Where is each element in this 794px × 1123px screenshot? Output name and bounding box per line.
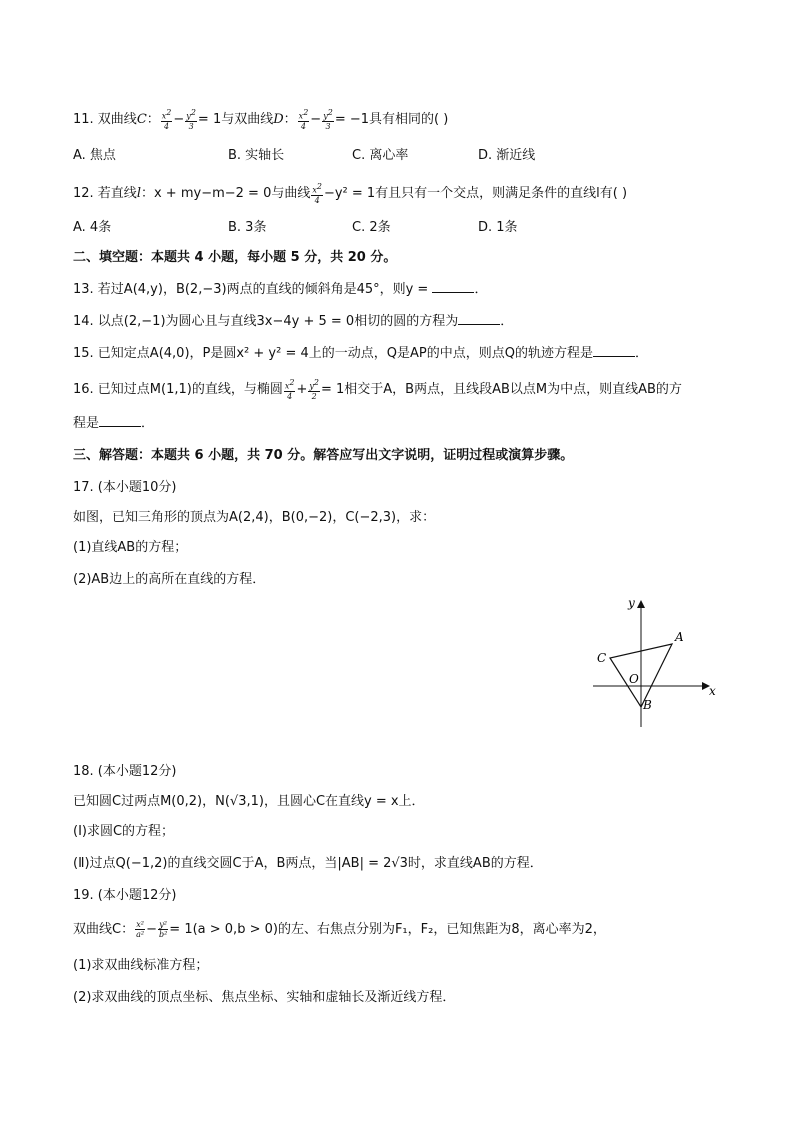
q11-d: D bbox=[273, 111, 284, 127]
question-12 bbox=[73, 182, 627, 205]
q17-heading: 17. (本小题10分) bbox=[73, 480, 177, 495]
q11-eq1: = 1与双曲线 bbox=[197, 111, 274, 127]
q13-answer-blank bbox=[432, 280, 474, 293]
q11-eq2: = −1具有相同的( ) bbox=[334, 111, 449, 127]
question-16 bbox=[73, 378, 682, 401]
question-14: 14. 以点(2,−1)为圆心且与直线3x−4y + 5 = 0相切的圆的方程为 ． bbox=[73, 314, 514, 329]
q11-c: C bbox=[136, 111, 147, 127]
q16-prefix: 16. 已知过点M(1,1)的直线，与椭圆 bbox=[73, 381, 283, 397]
q19-prefix: 双曲线C： bbox=[73, 922, 135, 937]
q11-option-c: C. 离心率 bbox=[352, 148, 409, 163]
x-axis-label: x bbox=[709, 684, 716, 698]
q18-part-1: (Ⅰ)求圆C的方程； bbox=[73, 824, 175, 839]
q11-frac-y-2: $\frac{y^2}{3}$ bbox=[323, 108, 333, 131]
vertex-a-label: A bbox=[675, 630, 684, 644]
q11-frac-x: $\frac{x^2}{4}$ bbox=[161, 108, 172, 131]
q15-text: 15. 已知定点A(4,0)，P是圆x² + y² = 4上的一动点，Q是AP的中点，则点Q的轨迹方程是 bbox=[73, 346, 593, 361]
q11-frac-y: $\frac{y^2}{3}$ bbox=[186, 108, 196, 131]
q12-option-b: B. 3条 bbox=[228, 220, 267, 235]
q12-option-d: D. 1条 bbox=[478, 220, 518, 235]
q16-plus: + bbox=[296, 381, 308, 397]
triangle-figure bbox=[588, 592, 728, 732]
q12-option-c: C. 2条 bbox=[352, 220, 391, 235]
q15-answer-blank bbox=[593, 344, 635, 357]
q11-frac-x-2: $\frac{x^2}{4}$ bbox=[298, 108, 309, 131]
q16-line2: 程是 bbox=[73, 416, 100, 431]
q19-stem: 双曲线C： $\frac{\text{x²}}{\text{a²}}$ − $\frac{\text{y²}}{\text{b²}}$ = 1(a > 0,b > 0)的左、右焦点分别为F₁，F₂，已知焦距为8，离心率为2， bbox=[73, 920, 606, 939]
q19-frac-y: $\frac{\text{y²}}{\text{b²}}$ bbox=[158, 920, 168, 939]
q11-option-d: D. 渐近线 bbox=[478, 148, 536, 163]
vertex-c-label: C bbox=[597, 651, 607, 665]
q19-tail: = 1(a > 0,b > 0)的左、右焦点分别为F₁，F₂，已知焦距为8，离心率为2， bbox=[169, 922, 606, 937]
q11-option-a: A. 焦点 bbox=[73, 148, 116, 163]
q19-part-1: (1)求双曲线标准方程； bbox=[73, 958, 209, 973]
q12-option-a: A. 4条 bbox=[73, 220, 112, 235]
q17-part-2: (2)AB边上的高所在直线的方程． bbox=[73, 572, 266, 587]
section-3-heading: 三、解答题：本题共 6 小题，共 70 分。解答应写出文字说明，证明过程或演算步骤。 bbox=[73, 448, 574, 463]
origin-label: O bbox=[629, 672, 639, 686]
q13-text: 13. 若过A(4,y)，B(2,−3)两点的直线的倾斜角是45°，则y = bbox=[73, 282, 429, 297]
q17-stem: 如图，已知三角形的顶点为A(2,4)，B(0,−2)，C(−2,3)，求： bbox=[73, 510, 436, 525]
question-16-line-2: 程是 ． bbox=[73, 416, 155, 431]
question-11: 11. 双曲线C： $\frac{x^2}{4}$ − $\frac{y^2}{3}$ = 1与双曲线D： $\frac{x^2}{4}$ − $\frac{y^2}{3}$ = −1具有相同的( ) bbox=[73, 108, 449, 131]
q18-stem: 已知圆C过两点M(0,2)，N(√3,1)，且圆心C在直线y = x上． bbox=[73, 794, 425, 809]
q18-part-2: (Ⅱ)过点Q(−1,2)的直线交圆C于A，B两点，当|AB| = 2√3时，求直线AB的方程． bbox=[73, 856, 543, 871]
q14-answer-blank bbox=[458, 312, 500, 325]
q17-part-1: (1)直线AB的方程； bbox=[73, 540, 188, 555]
q12-l: l bbox=[136, 185, 141, 201]
q18-heading: 18. (本小题12分) bbox=[73, 764, 177, 779]
y-axis-label: y bbox=[628, 596, 635, 610]
question-13: 13. 若过A(4,y)，B(2,−3)两点的直线的倾斜角是45°，则y = ． bbox=[73, 282, 488, 297]
q14-text: 14. 以点(2,−1)为圆心且与直线3x−4y + 5 = 0相切的圆的方程为 bbox=[73, 314, 459, 329]
question-15: 15. 已知定点A(4,0)，P是圆x² + y² = 4上的一动点，Q是AP的中点，则点Q的轨迹方程是 ． bbox=[73, 346, 648, 361]
q16-frac-y: $\frac{y^2}{2}$ bbox=[309, 378, 319, 401]
q19-frac-x: $\frac{\text{x²}}{\text{a²}}$ bbox=[136, 920, 145, 939]
q11-colon: ： bbox=[146, 111, 160, 127]
q19-heading: 19. (本小题12分) bbox=[73, 888, 177, 903]
q12-expr: ：x + my−m−2 = 0与曲线 bbox=[140, 185, 311, 201]
q12-frac-x: $\frac{x^2}{4}$ bbox=[312, 182, 322, 205]
q11-prefix: 11. 双曲线 bbox=[73, 111, 137, 127]
q16-frac-x: $\frac{x^2}{4}$ bbox=[284, 378, 295, 401]
q12-tail: −y² = 1有且只有一个交点，则满足条件的直线l有( ) bbox=[323, 185, 628, 201]
q12-prefix: 12. 若直线 bbox=[73, 185, 137, 201]
q11-option-b: B. 实轴长 bbox=[228, 148, 285, 163]
q16-tail: = 1相交于A，B两点，且线段AB以点M为中点，则直线AB的方 bbox=[320, 381, 682, 397]
section-2-heading: 二、填空题：本题共 4 小题，每小题 5 分，共 20 分。 bbox=[73, 250, 397, 265]
vertex-b-label: B bbox=[643, 698, 652, 712]
q11-colon-2: ： bbox=[283, 111, 297, 127]
q16-answer-blank bbox=[99, 414, 141, 427]
q19-part-2: (2)求双曲线的顶点坐标、焦点坐标、实轴和虚轴长及渐近线方程． bbox=[73, 990, 456, 1005]
